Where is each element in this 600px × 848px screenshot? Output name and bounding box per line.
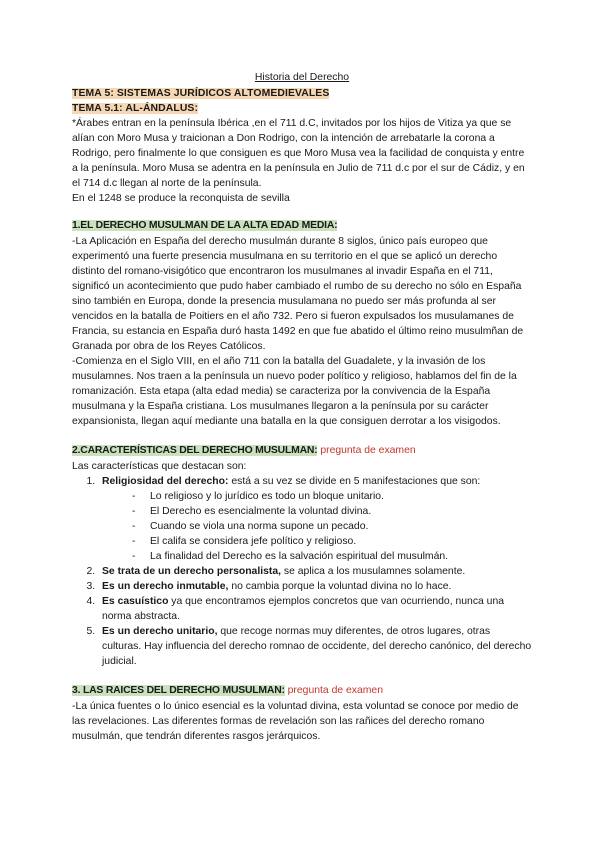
intro-line-2: En el 1248 se produce la reconquista de sevilla [72,193,290,204]
document-page [72,70,532,744]
sub-list-item: - El Derecho es esencialmente la voluntad divina. [132,504,532,519]
subtema-heading: TEMA 5.1: AL-ÁNDALUS: [72,103,199,114]
list-item: 4. Es casuístico ya que encontramos ejemplos concretos que van ocurriendo, nunca una norma abstracta. [98,594,532,624]
section-1-paragraph-2: -Comienza en el Siglo VIII, en el año 711 con la batalla del Guadalete, y la invasión de los musulamnes. Nos traen a la península un nuevo poder político y religioso, hablamos del fin de la romanización. Esta etapa (alta edad media) se caracteriza por la convivencia de la España musulmana y la España cristiana. Los musulmanes llegaron a la península por su carácter expansionista, llegan aquí mediante una batalla en la que consiguen derrotar a los visigodos. [72,356,517,427]
intro-paragraph: *Árabes entran en la península Ibérica ,en el 711 d.C, invitados por los hijos de Vitiza ya que se alían con Moro Musa y traicionan a Don Rodrigo, con la intención de arrebatarle la corona a Rodrigo, pero finalmente lo que consiguen es que Moro Musa vea la facilidad de conquista y entre a la península. Moro Musa se adentra en la península en Julio de 711 d.c por el sur de Cádiz, y en el 714 d.c llegan al norte de la península. [72,118,525,189]
characteristics-list [72,474,532,669]
list-item: 3. Es un derecho inmutable, no cambia porque la voluntad divina no lo hace. [98,579,532,594]
section-3-heading: 3. LAS RAICES DEL DERECHO MUSULMAN: pregunta de examen [72,685,383,696]
document-title: Historia del Derecho [254,72,350,83]
section-3-paragraph: -La única fuentes o lo único esencial es la voluntad divina, esta voluntad se conoce por medio de las revelaciones. Las diferentes formas de revelación son las rañices del derecho romano musulmán, que tendrán diferentes rasgos jerárquicos. [72,701,519,742]
section-2-heading: 2.CARACTERÍSTICAS DEL DERECHO MUSULMAN: pregunta de examen [72,445,416,456]
sub-list-item: - Lo religioso y lo jurídico es todo un bloque unitario. [132,489,532,504]
list-item: 2. Se trata de un derecho personalista, se aplica a los musulamnes solamente. [98,564,532,579]
exam-note: pregunta de examen [320,445,416,456]
sub-list-item: - Cuando se viola una norma supone un pecado. [132,519,532,534]
tema-heading: TEMA 5: SISTEMAS JURÍDICOS ALTOMEDIEVALES [72,88,330,99]
sub-list-item: - La finalidad del Derecho es la salvación espiritual del musulmán. [132,549,532,564]
section-2-intro: Las características que destacan son: [72,461,247,472]
exam-note: pregunta de examen [287,685,383,696]
sub-list [102,489,532,564]
sub-list-item: - El califa se considera jefe político y religioso. [132,534,532,549]
list-item: 1. Religiosidad del derecho: está a su vez se divide en 5 manifestaciones que son: - Lo religioso y lo jurídico es todo un bloque unitario. - El Derecho es esencialmente la voluntad divina. - Cuando se viola una norma supone un pecado. - El califa se considera jefe político y religioso. - La finalidad del Derecho es la salvación espiritual del musulmán. [98,474,532,564]
section-1-paragraph-1: -La Aplicación en España del derecho musulmán durante 8 siglos, único país europeo que experimentó una fuerte presencia musulmana en su territorio en el que se aplicó un derecho distinto del romano-visigótico que encontraron los musulmanes al invadir España en el 711, significó un acontecimiento que pudo haber cambiado el rumbo de su derecho no sólo en España sino también en Europa, donde la presencia musulamana no puedo ser más profunda al ser vencidos en la batalla de Poitiers en el año 732. Pero si fueron expulsados los musulamanes de Francia, su estancia en España duró hasta 1492 en que fue abatido el último reino musulmñan de Granada por obra de los Reyes Católicos. [72,236,524,352]
section-1-heading: 1.EL DERECHO MUSULMAN DE LA ALTA EDAD MEDIA: [72,220,338,231]
list-item: 5. Es un derecho unitario, que recoge normas muy diferentes, de otros lugares, otras culturas. Hay influencia del derecho romnao de occidente, del derecho canónico, del derecho judicial. [98,624,532,669]
